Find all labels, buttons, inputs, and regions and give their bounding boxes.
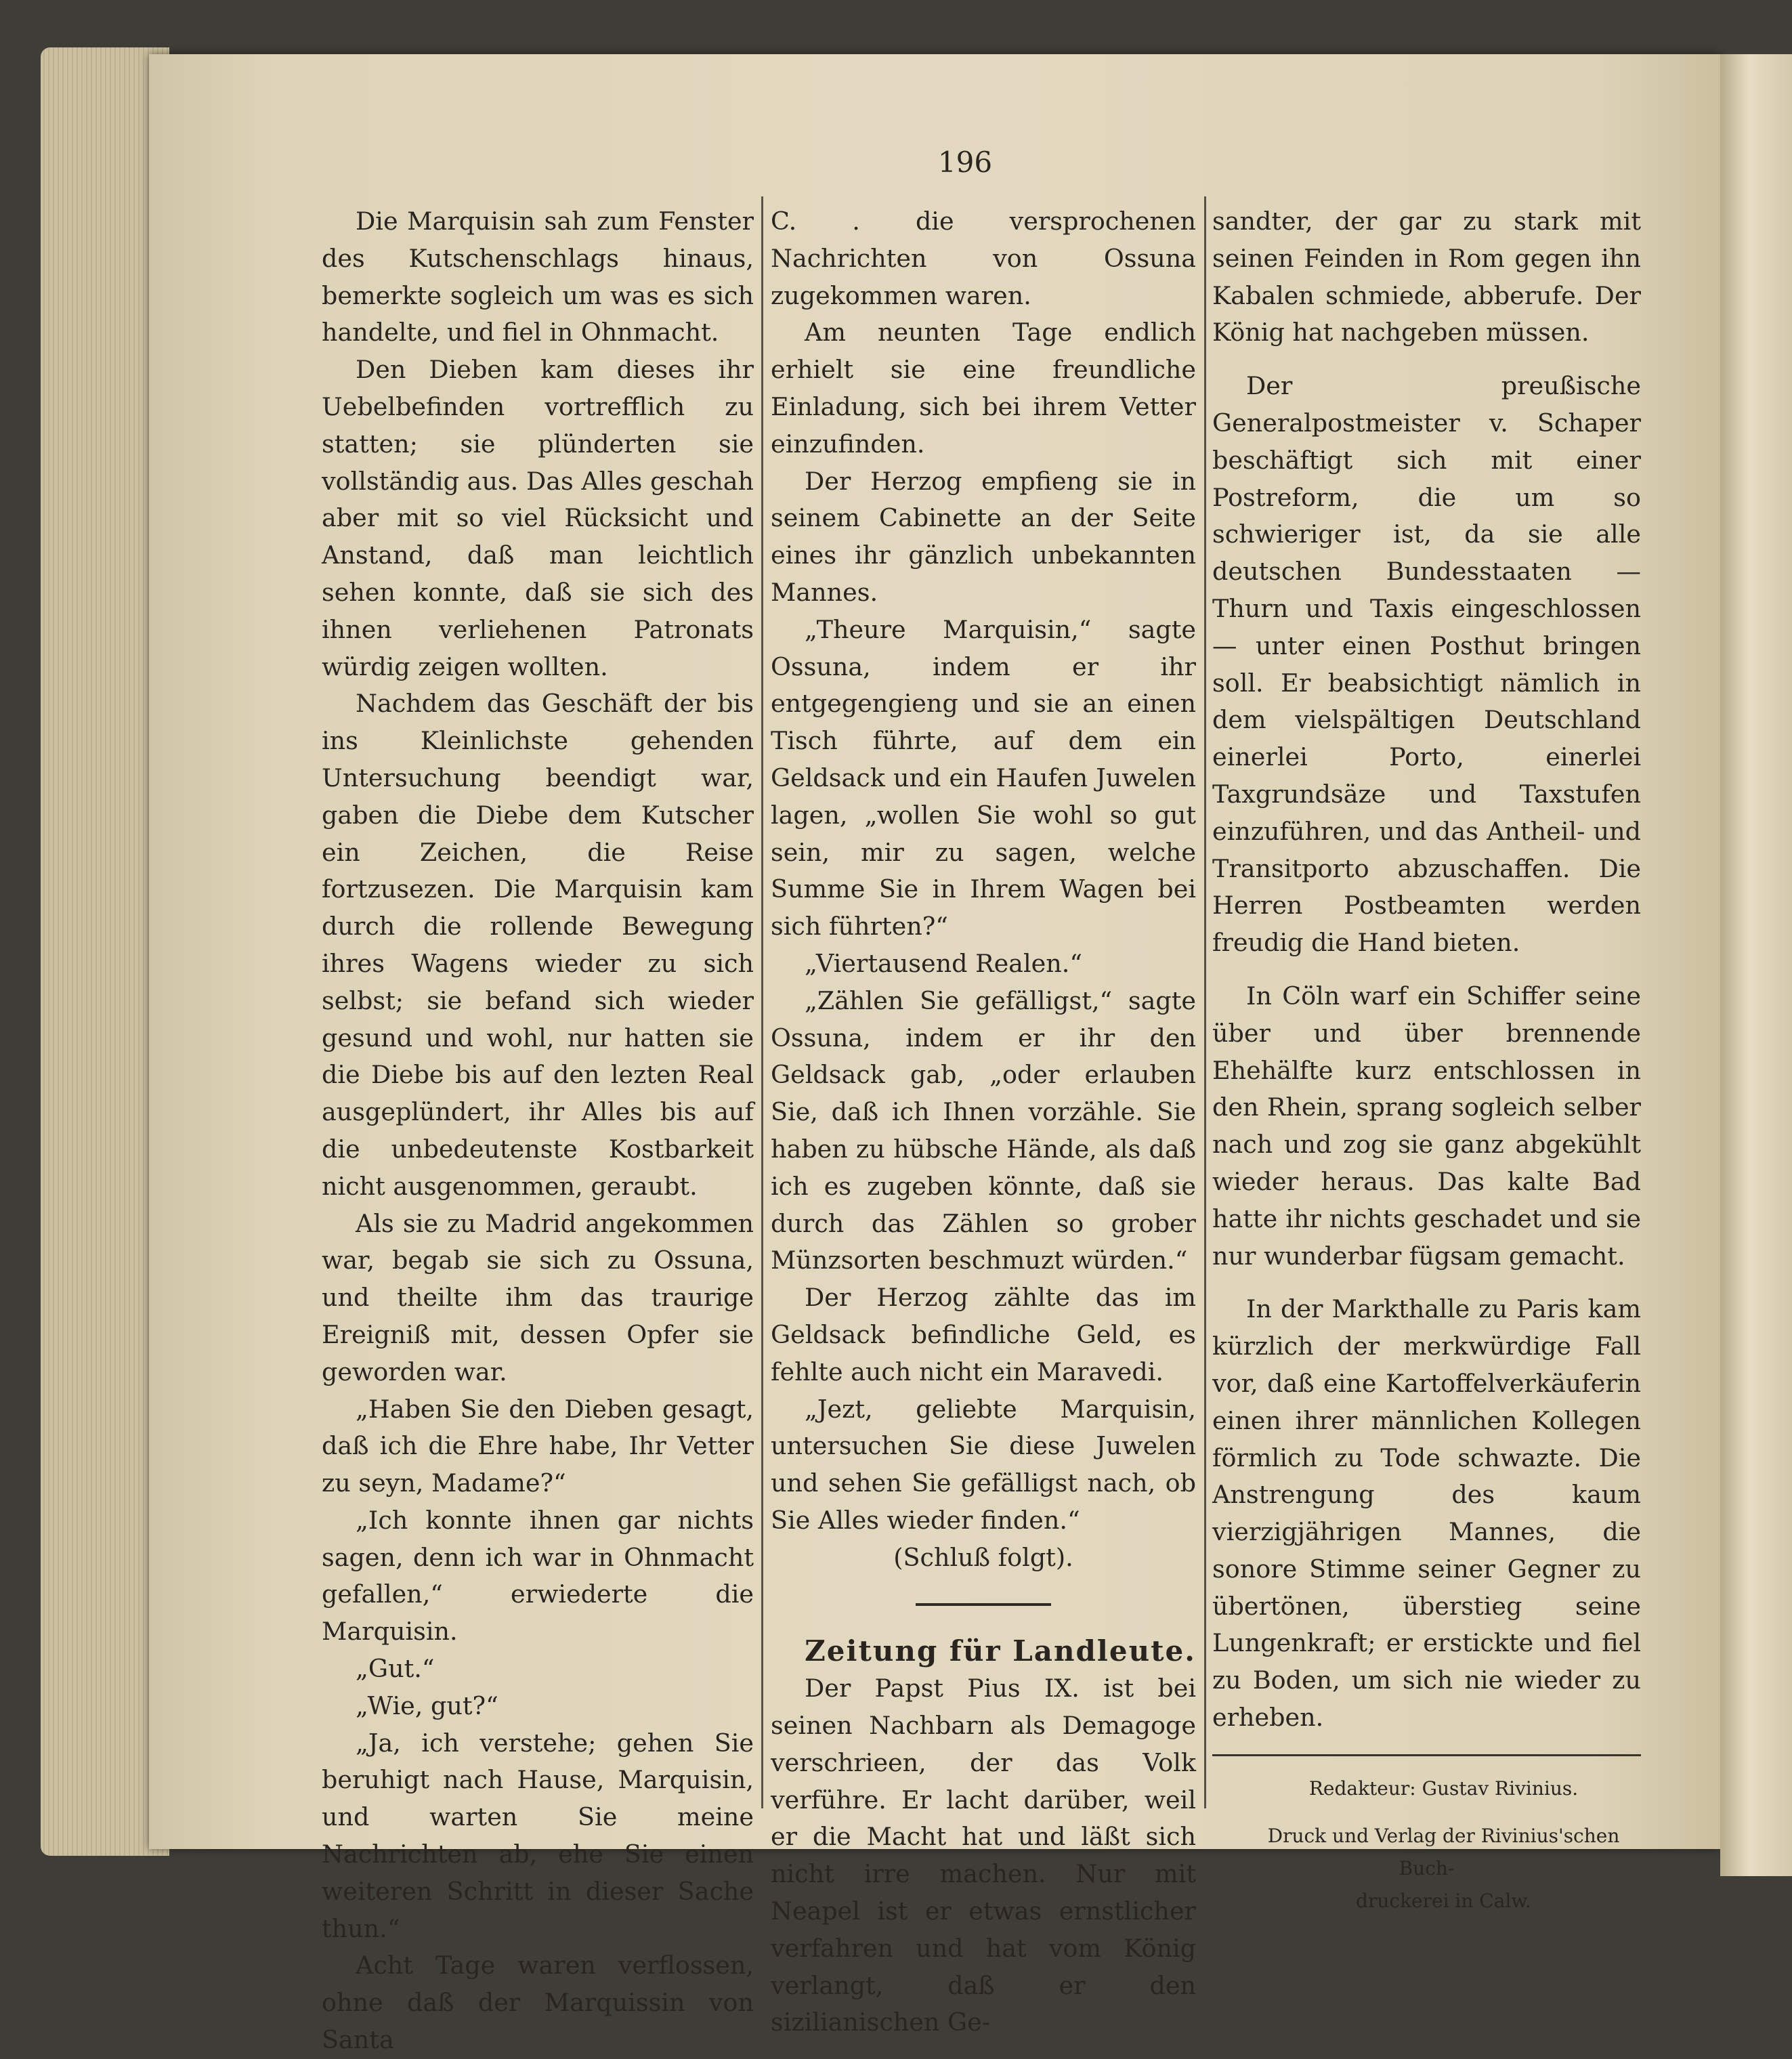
paragraph: „Jezt, geliebte Marquisin, untersuchen Sie diese Juwelen und sehen Sie gefälligst nach, ob Sie Alles wieder finden.“	[771, 1394, 1196, 1535]
paragraph: „Gut.“	[356, 1654, 435, 1684]
paragraph: Der Herzog zählte das im Geldsack befindliche Geld, es fehlte auch nicht ein Maravedi.	[771, 1283, 1196, 1386]
paragraph: „Wie, gut?“	[356, 1691, 498, 1720]
section-separator	[916, 1603, 1051, 1606]
paragraph: Der Herzog empfieng sie in seinem Cabinette an der Seite eines ihr gänzlich unbekannten Mannes.	[771, 466, 1196, 607]
imprint-separator	[1212, 1754, 1641, 1756]
editor-line: Redakteur: Gustav Rivinius.	[1308, 1777, 1579, 1800]
paragraph: Die Marquisin sah zum Fenster des Kutschenschlags hinaus, bemerkte sogleich um was es sich handelte, und fiel in Ohnmacht.	[322, 207, 754, 347]
section-heading: Zeitung für Landleute.	[805, 1634, 1196, 1668]
paragraph: Nachdem das Geschäft der bis ins Kleinlichste gehenden Untersuchung beendigt war, gaben die Diebe dem Kutscher ein Zeichen, die Reise fortzusezen. Die Marquisin kam durch die rollende Bewegung ihres Wagens wieder zu sich selbst; sie befand sich wieder gesund und wohl, nur hatten sie die Diebe bis auf den lezten Real ausgeplündert, ihr Alles bis auf die unbedeutenste Kostbarkeit nicht ausgenommen, geraubt.	[322, 689, 754, 1201]
paragraph: Als sie zu Madrid angekommen war, begab sie sich zu Ossuna, und theilte ihm das traurige Ereigniß mit, dessen Opfer sie geworden war.	[322, 1208, 754, 1386]
paragraph: C. . die versprochenen Nachrichten von Ossuna zugekommen waren.	[771, 207, 1196, 310]
paragraph: Den Dieben kam dieses ihr Uebelbefinden vortrefflich zu statten; sie plünderten sie vollständig aus. Das Alles geschah aber mit so viel Rücksicht und Anstand, daß man leichtlich sehen konnte, daß sie sich des ihnen verliehenen Patronats würdig zeigen wollten.	[322, 355, 754, 681]
paragraph: In Cöln warf ein Schiffer seine über und über brennende Ehehälfte kurz entschlossen in den Rhein, sprang sogleich selber nach und zog sie ganz abgekühlt wieder heraus. Das kalte Bad hatte ihr nichts geschadet und sie nur wunderbar fügsam gemacht.	[1212, 981, 1641, 1271]
paragraph: „Ich konnte ihnen gar nichts sagen, denn ich war in Ohnmacht gefallen,“ erwiederte die Marquisin.	[322, 1505, 754, 1647]
continued-note: (Schluß folgt).	[893, 1542, 1073, 1572]
column-divider-1	[761, 196, 763, 1808]
page-number: 196	[937, 146, 993, 179]
paragraph: „Viertausend Realen.“	[805, 948, 1082, 978]
paragraph: „Haben Sie den Dieben gesagt, daß ich die Ehre habe, Ihr Vetter zu seyn, Madame?“	[322, 1394, 754, 1498]
printer-line: Druck und Verlag der Rivinius'schen Buch-	[1267, 1824, 1620, 1880]
paragraph: In der Markthalle zu Paris kam kürzlich der merkwürdige Fall vor, daß eine Kartoffelverkäuferin einen ihrer männlichen Kollegen förmlich zu Tode schwazte. Die Anstrengung des kaum vierzigjährigen Mannes, die sonore Stimme seiner Gegner zu übertönen, überstieg seine Lungenkraft; er erstickte und fiel zu Boden, um sich nie wieder zu erheben.	[1212, 1294, 1641, 1733]
paragraph: „Zählen Sie gefälligst,“ sagte Ossuna, indem er ihr den Geldsack gab, „oder erlauben Sie, daß ich Ihnen vorzähle. Sie haben zu hübsche Hände, als daß ich es zugeben könnte, daß sie durch das Zählen so grober Münzsorten beschmuzt würden.“	[771, 985, 1196, 1275]
column-1	[322, 203, 754, 2059]
paragraph: Am neunten Tage endlich erhielt sie eine freundliche Einladung, sich bei ihrem Vetter einzufinden.	[771, 318, 1196, 459]
printer-line: druckerei in Calw.	[1356, 1889, 1531, 1912]
paragraph: Acht Tage waren verflossen, ohne daß der Marquissin von Santa	[322, 1951, 754, 2055]
column-2	[771, 203, 1196, 2041]
paragraph: „Theure Marquisin,“ sagte Ossuna, indem er ihr entgegengieng und sie an einen Tisch führte, auf dem ein Geldsack und ein Haufen Juwelen lagen, „wollen Sie wohl so gut sein, mir zu sagen, welche Summe Sie in Ihrem Wagen bei sich führten?“	[771, 614, 1196, 941]
paragraph: „Ja, ich verstehe; gehen Sie beruhigt nach Hause, Marquisin, und warten Sie meine Nachrichten ab, ehe Sie einen weiteren Schritt in dieser Sache thun.“	[322, 1728, 754, 1943]
paragraph: Der preußische Generalpostmeister v. Schaper beschäftigt sich mit einer Postreform, die um so schwieriger ist, da sie alle deutschen Bundesstaaten — Thurn und Taxis eingeschlossen — unter einen Posthut bringen soll. Er beabsichtigt nämlich in dem vielspältigen Deutschland einerlei Porto, einerlei Taxgrundsäze und Taxstufen einzuführen, und das Antheil- und Transitporto abzuschaffen. Die Herren Postbeamten werden freudig die Hand bieten.	[1212, 371, 1641, 958]
facing-page-edge	[1720, 54, 1792, 1876]
paragraph: sandter, der gar zu stark mit seinen Feinden in Rom gegen ihn Kabalen schmiede, abberufe. Der König hat nachgeben müssen.	[1212, 207, 1641, 347]
column-divider-2	[1204, 196, 1206, 1808]
paragraph: Der Papst Pius IX. ist bei seinen Nachbarn als Demagoge verschrieen, der das Volk verführe. Er lacht darüber, weil er die Macht hat und läßt sich nicht irre machen. Nur mit Neapel ist er etwas ernstlicher verfahren und hat vom König verlangt, daß er den sizilianischen Ge-	[771, 1674, 1196, 2037]
column-3	[1212, 203, 1641, 1917]
